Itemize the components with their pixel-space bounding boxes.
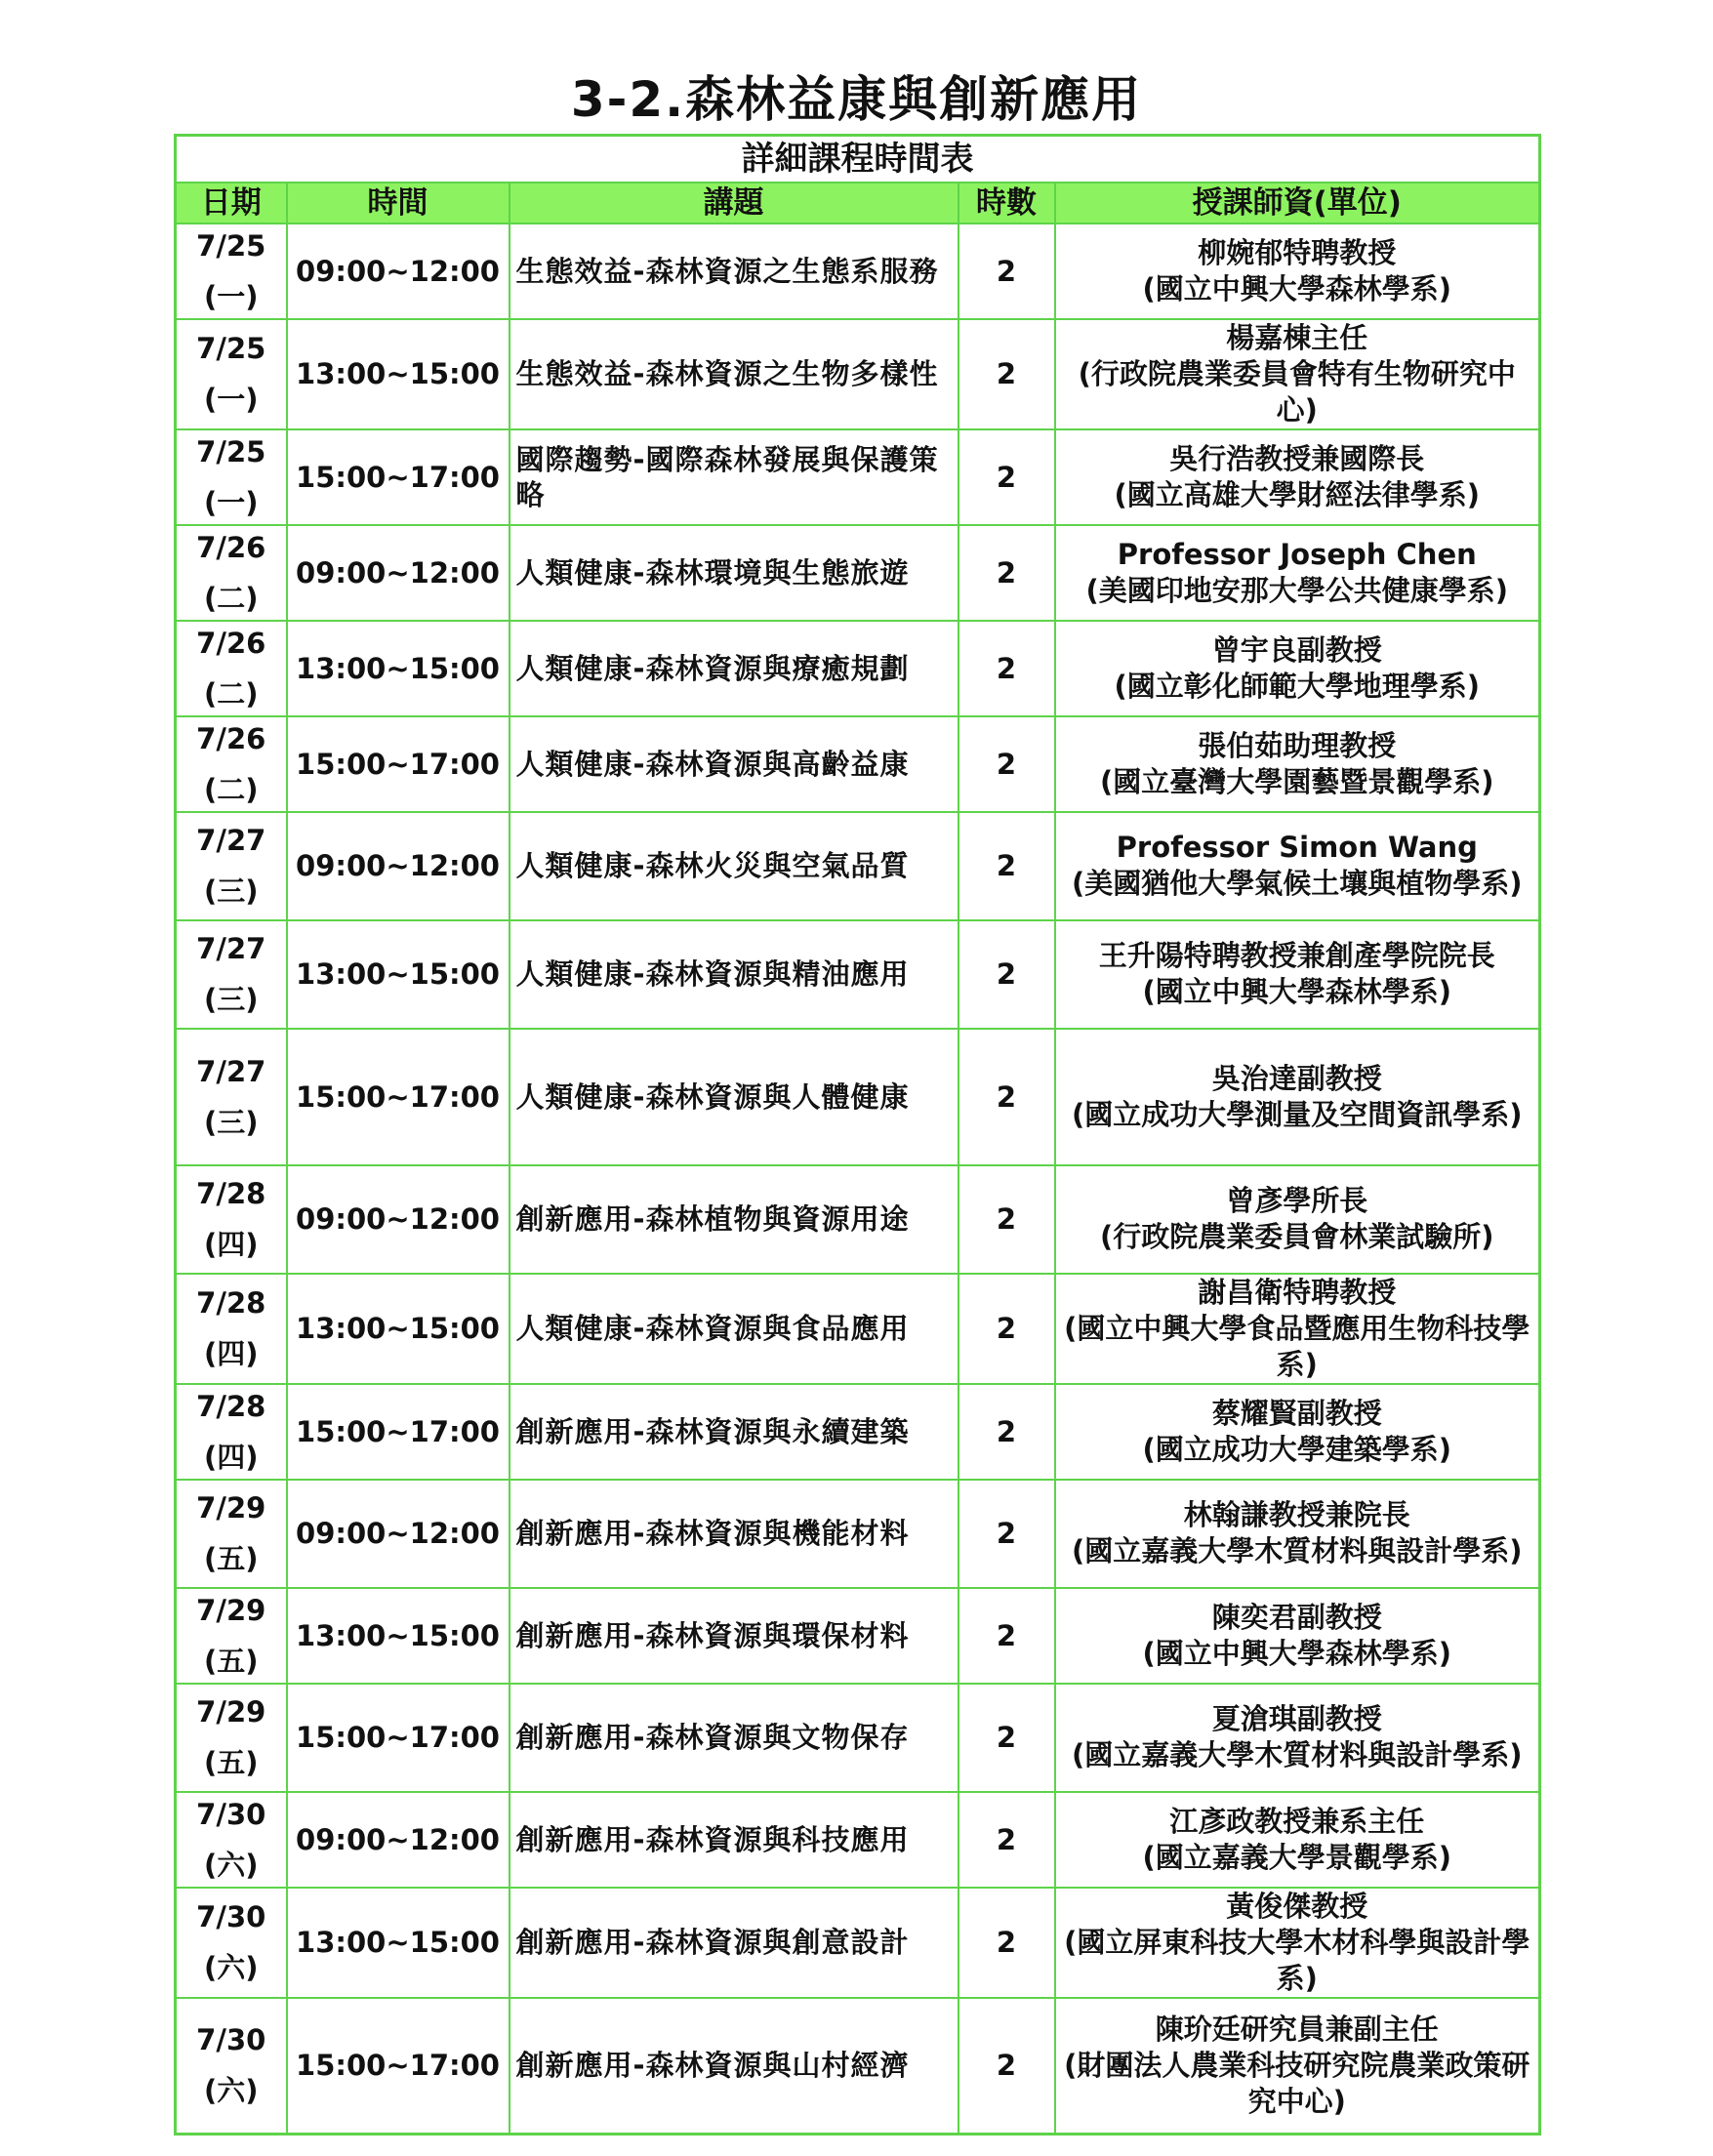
weekday-value: (一) [203, 383, 259, 416]
weekday-value: (五) [203, 1542, 259, 1575]
weekday-value: (一) [203, 485, 259, 519]
weekday-value: (六) [203, 2074, 259, 2108]
instructor-cell [1055, 1684, 1540, 1792]
instructor-cell [1055, 1792, 1540, 1888]
table-row [176, 319, 1540, 429]
hours-cell: 2 [958, 319, 1055, 429]
time-cell: 09:00~12:00 [287, 1792, 510, 1888]
date-value: 7/25 [196, 228, 266, 263]
topic-cell: 創新應用-森林資源與創意設計 [510, 1888, 958, 1998]
instructor-unit: (國立嘉義大學木質材料與設計學系) [1072, 1534, 1523, 1567]
date-value: 7/25 [196, 332, 266, 365]
instructor-name: 陳奕君副教授 [1211, 1600, 1382, 1634]
table-row [176, 1792, 1540, 1888]
topic-cell: 創新應用-森林資源與山村經濟 [510, 1998, 958, 2135]
date-cell [176, 429, 287, 525]
date-value: 7/27 [196, 932, 266, 965]
date-cell [176, 1998, 287, 2135]
instructor-unit: (國立中興大學森林學系) [1142, 1636, 1452, 1670]
date-value: 7/30 [196, 1797, 266, 1831]
date-value: 7/27 [196, 824, 266, 857]
weekday-value: (二) [203, 581, 259, 615]
hours-cell: 2 [958, 1792, 1055, 1888]
table-row [176, 920, 1540, 1029]
date-value: 7/26 [196, 721, 266, 755]
time-cell: 09:00~12:00 [287, 812, 510, 920]
hours-cell: 2 [958, 1165, 1055, 1274]
instructor-unit: (國立成功大學測量及空間資訊學系) [1072, 1097, 1523, 1131]
topic-cell: 人類健康-森林環境與生態旅遊 [510, 525, 958, 621]
instructor-name: 張伯茹助理教授 [1198, 728, 1397, 762]
time-cell: 09:00~12:00 [287, 525, 510, 621]
topic-cell: 生態效益-森林資源之生物多樣性 [510, 319, 958, 429]
date-cell [176, 1165, 287, 1274]
date-cell [176, 1029, 287, 1165]
topic-cell: 創新應用-森林資源與文物保存 [510, 1684, 958, 1792]
date-cell [176, 1588, 287, 1684]
instructor-name: 陳玠廷研究員兼副主任 [1155, 2012, 1439, 2046]
hours-cell: 2 [958, 1684, 1055, 1792]
instructor-unit: (行政院農業委員會林業試驗所) [1100, 1220, 1494, 1253]
topic-cell: 人類健康-森林資源與人體健康 [510, 1029, 958, 1165]
topic-cell: 人類健康-森林資源與療癒規劃 [510, 621, 958, 716]
hours-cell: 2 [958, 525, 1055, 621]
header-hours: 時數 [958, 183, 1055, 224]
instructor-name: 王升陽特聘教授兼創產學院院長 [1098, 939, 1495, 972]
time-cell: 13:00~15:00 [287, 1588, 510, 1684]
date-cell [176, 812, 287, 920]
instructor-name: 柳婉郁特聘教授 [1198, 235, 1397, 269]
table-row [176, 1998, 1540, 2135]
topic-cell: 創新應用-森林資源與機能材料 [510, 1480, 958, 1588]
instructor-name: 林翰謙教授兼院長 [1183, 1498, 1410, 1531]
date-cell [176, 1384, 287, 1480]
table-row [176, 1274, 1540, 1384]
weekday-value: (一) [203, 279, 259, 313]
time-cell: 15:00~17:00 [287, 1029, 510, 1165]
table-row [176, 621, 1540, 716]
instructor-unit: (國立臺灣大學園藝暨景觀學系) [1100, 764, 1494, 798]
instructor-name: Professor Simon Wang [1116, 831, 1478, 864]
date-cell [176, 525, 287, 621]
topic-cell: 生態效益-森林資源之生態系服務 [510, 224, 958, 319]
table-row [176, 429, 1540, 525]
weekday-value: (三) [203, 1105, 259, 1139]
table-row [176, 224, 1540, 319]
time-cell: 09:00~12:00 [287, 1480, 510, 1588]
topic-cell: 人類健康-森林火災與空氣品質 [510, 812, 958, 920]
header-date: 日期 [176, 183, 287, 224]
hours-cell: 2 [958, 1480, 1055, 1588]
topic-cell: 人類健康-森林資源與食品應用 [510, 1274, 958, 1384]
hours-cell: 2 [958, 1384, 1055, 1480]
date-cell [176, 1888, 287, 1998]
date-cell [176, 224, 287, 319]
instructor-cell [1055, 319, 1540, 429]
instructor-cell [1055, 716, 1540, 812]
weekday-value: (三) [203, 875, 259, 908]
table-row [176, 1384, 1540, 1480]
instructor-name: 吳行浩教授兼國際長 [1169, 441, 1425, 475]
instructor-cell [1055, 1998, 1540, 2135]
time-cell: 15:00~17:00 [287, 429, 510, 525]
date-value: 7/30 [196, 2023, 266, 2057]
time-cell: 13:00~15:00 [287, 621, 510, 716]
weekday-value: (六) [203, 1951, 259, 1984]
table-header-row [176, 183, 1540, 224]
instructor-name: 黃俊傑教授 [1226, 1889, 1368, 1923]
topic-cell: 創新應用-森林資源與環保材料 [510, 1588, 958, 1684]
instructor-unit: (國立成功大學建築學系) [1142, 1432, 1452, 1466]
date-value: 7/27 [196, 1054, 266, 1088]
weekday-value: (四) [203, 1337, 259, 1370]
date-value: 7/28 [196, 1286, 266, 1320]
topic-cell: 創新應用-森林資源與科技應用 [510, 1792, 958, 1888]
course-schedule-table [174, 134, 1541, 2136]
time-cell: 13:00~15:00 [287, 1888, 510, 1998]
instructor-name: 吳治達副教授 [1211, 1061, 1382, 1095]
instructor-cell [1055, 1588, 1540, 1684]
weekday-value: (二) [203, 772, 259, 806]
date-cell [176, 1792, 287, 1888]
page-title: 3-2.森林益康與創新應用 [570, 70, 1143, 128]
time-cell: 13:00~15:00 [287, 1274, 510, 1384]
date-cell [176, 1684, 287, 1792]
date-value: 7/29 [196, 1593, 266, 1627]
date-value: 7/26 [196, 530, 266, 564]
table-body [176, 224, 1540, 2135]
header-time: 時間 [287, 183, 510, 224]
hours-cell: 2 [958, 621, 1055, 716]
date-value: 7/28 [196, 1177, 266, 1210]
weekday-value: (二) [203, 676, 259, 711]
instructor-cell [1055, 224, 1540, 319]
header-topic: 講題 [510, 183, 958, 224]
instructor-unit: (國立中興大學食品暨應用生物科技學系) [1064, 1311, 1530, 1381]
time-cell: 15:00~17:00 [287, 1384, 510, 1480]
date-value: 7/29 [196, 1695, 266, 1729]
instructor-cell [1055, 1274, 1540, 1384]
instructor-name: 曾彥學所長 [1226, 1184, 1368, 1217]
table-row [176, 812, 1540, 920]
table-row [176, 525, 1540, 621]
instructor-unit: (國立嘉義大學木質材料與設計學系) [1072, 1738, 1523, 1771]
table-row [176, 1480, 1540, 1588]
instructor-name: Professor Joseph Chen [1117, 537, 1477, 571]
instructor-name: 江彥政教授兼系主任 [1169, 1804, 1425, 1838]
topic-cell: 人類健康-森林資源與高齡益康 [510, 716, 958, 812]
instructor-unit: (國立屏東科技大學木材科學與設計學系) [1064, 1925, 1530, 1995]
hours-cell: 2 [958, 1029, 1055, 1165]
topic-cell: 人類健康-森林資源與精油應用 [510, 920, 958, 1029]
date-value: 7/29 [196, 1491, 266, 1525]
hours-cell: 2 [958, 1888, 1055, 1998]
instructor-unit: (財團法人農業科技研究院農業政策研究中心) [1064, 2048, 1530, 2118]
instructor-unit: (國立嘉義大學景觀學系) [1142, 1840, 1452, 1874]
table-row [176, 1588, 1540, 1684]
table-row [176, 1165, 1540, 1274]
date-cell [176, 621, 287, 716]
hours-cell: 2 [958, 812, 1055, 920]
instructor-cell [1055, 1165, 1540, 1274]
date-cell [176, 319, 287, 429]
date-value: 7/26 [196, 626, 266, 660]
instructor-cell [1055, 1480, 1540, 1588]
topic-cell: 國際趨勢-國際森林發展與保護策略 [510, 429, 958, 525]
header-instructor: 授課師資(單位) [1055, 183, 1540, 224]
table-row [176, 1684, 1540, 1792]
time-cell: 09:00~12:00 [287, 224, 510, 319]
instructor-cell [1055, 1384, 1540, 1480]
date-value: 7/25 [196, 434, 266, 468]
instructor-unit: (國立中興大學森林學系) [1142, 975, 1452, 1008]
instructor-cell [1055, 920, 1540, 1029]
hours-cell: 2 [958, 716, 1055, 812]
date-cell [176, 1274, 287, 1384]
table-caption: 詳細課程時間表 [176, 136, 1540, 183]
date-value: 7/30 [196, 1900, 266, 1933]
table-row [176, 1029, 1540, 1165]
time-cell: 15:00~17:00 [287, 716, 510, 812]
weekday-value: (四) [203, 1228, 259, 1261]
instructor-cell [1055, 812, 1540, 920]
instructor-unit: (行政院農業委員會特有生物研究中心) [1078, 356, 1516, 427]
weekday-value: (六) [203, 1848, 259, 1882]
instructor-cell [1055, 1029, 1540, 1165]
date-cell [176, 920, 287, 1029]
date-cell [176, 716, 287, 812]
instructor-cell [1055, 1888, 1540, 1998]
hours-cell: 2 [958, 429, 1055, 525]
instructor-cell [1055, 525, 1540, 621]
date-value: 7/28 [196, 1389, 266, 1423]
topic-cell: 創新應用-森林資源與永續建築 [510, 1384, 958, 1480]
instructor-unit: (國立中興大學森林學系) [1142, 271, 1452, 305]
weekday-value: (三) [203, 983, 259, 1016]
time-cell: 13:00~15:00 [287, 920, 510, 1029]
weekday-value: (五) [203, 1644, 259, 1678]
topic-cell: 創新應用-森林植物與資源用途 [510, 1165, 958, 1274]
instructor-name: 楊嘉棟主任 [1226, 320, 1368, 354]
instructor-cell [1055, 621, 1540, 716]
date-cell [176, 1480, 287, 1588]
hours-cell: 2 [958, 1274, 1055, 1384]
instructor-name: 夏滄琪副教授 [1211, 1702, 1382, 1735]
hours-cell: 2 [958, 1588, 1055, 1684]
instructor-name: 謝昌衛特聘教授 [1198, 1275, 1397, 1309]
instructor-unit: (美國印地安那大學公共健康學系) [1085, 573, 1509, 607]
instructor-name: 曾宇良副教授 [1211, 632, 1382, 667]
weekday-value: (五) [203, 1746, 259, 1779]
instructor-unit: (美國猶他大學氣候土壤與植物學系) [1072, 867, 1523, 900]
hours-cell: 2 [958, 224, 1055, 319]
instructor-cell [1055, 429, 1540, 525]
instructor-name: 蔡耀賢副教授 [1211, 1396, 1382, 1430]
time-cell: 09:00~12:00 [287, 1165, 510, 1274]
hours-cell: 2 [958, 920, 1055, 1029]
weekday-value: (四) [203, 1440, 259, 1474]
table-row [176, 1888, 1540, 1998]
instructor-unit: (國立高雄大學財經法律學系) [1114, 477, 1481, 511]
time-cell: 13:00~15:00 [287, 319, 510, 429]
hours-cell: 2 [958, 1998, 1055, 2135]
table-row [176, 716, 1540, 812]
time-cell: 15:00~17:00 [287, 1684, 510, 1792]
time-cell: 15:00~17:00 [287, 1998, 510, 2135]
instructor-unit: (國立彰化師範大學地理學系) [1114, 669, 1481, 703]
